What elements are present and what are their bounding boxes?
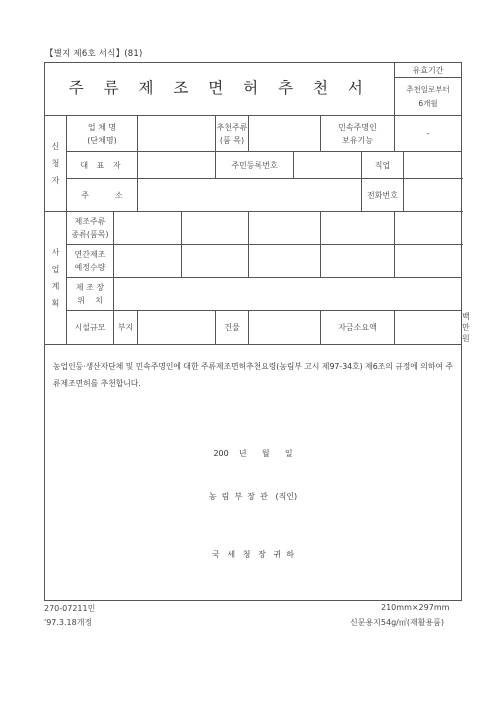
form-title: 주 류 제 조 면 허 추 천 서 [68, 78, 371, 97]
folk-master-label: 민속주명인 보유기능 [321, 116, 395, 152]
resident-number-label: 주민등록번호 [216, 152, 294, 179]
paper-size: 210mm×297mm [381, 603, 450, 612]
applicant-section-label: 신 청 자 [45, 116, 67, 212]
funds-field[interactable] [395, 311, 462, 345]
validity-label: 유효기간 [412, 65, 444, 75]
liquor-kinds-field-5[interactable] [395, 212, 462, 245]
liquor-type-label: 추천주류 (품 목) [216, 116, 249, 152]
issuer-minister: 농 림 부 장 관 (직인) [208, 492, 298, 502]
business-plan-section-label: 사 업 계 획 [45, 212, 67, 345]
validity-value-line1: 추천일로부터 [406, 85, 450, 95]
recipient: 국 세 청 장 귀 하 [212, 550, 295, 560]
building-field[interactable] [249, 311, 321, 345]
land-label: 부지 [114, 311, 138, 345]
resident-number-field[interactable] [294, 152, 362, 179]
annual-quantity-field-3[interactable] [249, 245, 321, 278]
representative-field[interactable] [138, 152, 216, 179]
company-name-label: 업 체 명 (단체명) [67, 116, 138, 152]
revision-date: '97.3.18개정 [44, 618, 93, 627]
representative-label: 대 표 자 [67, 152, 138, 179]
annual-quantity-label: 연간제조 예정수량 [67, 245, 114, 278]
liquor-kinds-field-3[interactable] [249, 212, 321, 245]
validity-value-line2: 6개월 [418, 99, 438, 109]
recommendation-statement: 농업인등·생산자단체 및 민속주명인에 대한 주류제조면허추천요령(농림부 고시 제97-34호) 제6조의 규정에 의하여 주류제조면허를 추천합니다. [53, 362, 453, 389]
form-number-label: 【별지 제6호 서식】(81) [45, 49, 143, 59]
folk-master-field[interactable]: - [395, 116, 462, 152]
form-title-cell [45, 63, 395, 116]
liquor-type-field[interactable] [249, 116, 321, 152]
funds-label: 자금소요액 [321, 311, 395, 345]
liquor-kinds-field-2[interactable] [182, 212, 249, 245]
address-label: 주 소 [67, 179, 138, 212]
issue-date: 200 년 월 일 [213, 449, 293, 459]
company-name-field[interactable] [138, 116, 216, 152]
liquor-kinds-field-1[interactable] [114, 212, 182, 245]
paper-type: 신문용지54g/㎡(재활용품) [350, 618, 445, 627]
validity-label-cell [395, 63, 462, 78]
annual-quantity-field-5[interactable] [395, 245, 462, 278]
form-code: 270-07211민 [44, 604, 96, 613]
liquor-kinds-label: 제조주류 종류(품목) [67, 212, 114, 245]
recommendation-form: 주 류 제 조 면 허 추 천 서 유효기간 추천일로부터 6개월 신 청 자 업 체 명 (단체명) 추천주류 (품 목) 민속주명인 보유기능 - 대 표 자 주민등록번호 직업 주 소 전화번호 사 업 계 획 제조주류 종류(품목) 연간제조 예정수량 제 조 장 위 치 시설규모 부지 건물 자금소요액 백만원 농업인등·생산자단체 및 민속주명인에 대한 주류제조면허추천요령(농림부 고시 제97-34호) 제6조의 규정에 의하여 주류제조면허를 추천합니다. 200 년 월 일 농 림 부 장 관 (직인) 국 세 청 장 귀 하 [44, 62, 462, 601]
land-field[interactable] [138, 311, 216, 345]
factory-location-field[interactable] [114, 278, 462, 311]
facility-scale-label: 시설규모 [67, 311, 114, 345]
validity-value-cell [395, 78, 462, 116]
phone-field[interactable] [404, 179, 462, 212]
annual-quantity-field-4[interactable] [321, 245, 395, 278]
statement-cell [45, 345, 462, 601]
occupation-field[interactable] [404, 152, 462, 179]
liquor-kinds-field-4[interactable] [321, 212, 395, 245]
occupation-label: 직업 [362, 152, 404, 179]
phone-label: 전화번호 [362, 179, 404, 212]
annual-quantity-field-1[interactable] [114, 245, 182, 278]
annual-quantity-field-2[interactable] [182, 245, 249, 278]
address-field[interactable] [138, 179, 362, 212]
factory-location-label: 제 조 장 위 치 [67, 278, 114, 311]
building-label: 건물 [216, 311, 249, 345]
